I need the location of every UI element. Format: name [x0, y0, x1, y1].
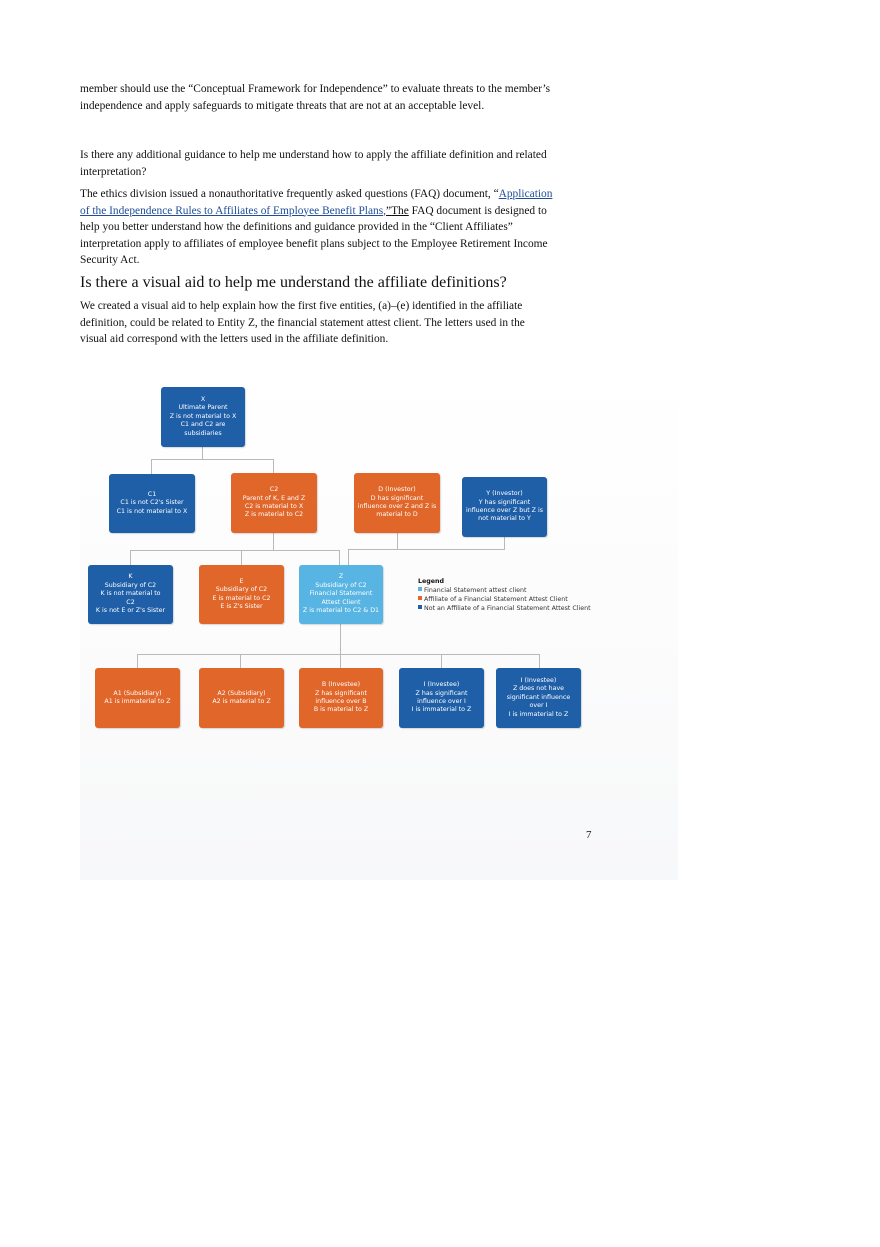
connector-line: [539, 654, 540, 668]
connector-line: [202, 447, 203, 459]
faq-description-text: FAQ document is designed to help you better understand how the definitions and guidance provided in the “Client Affiliates” interpretation apply to affiliates of employee benefit plans subject to the Employee Retirement Income Security Act.: [80, 204, 548, 266]
legend-swatch: [418, 596, 422, 600]
legend-swatch: [418, 587, 422, 591]
node-i-investee-significant: I (Investee) Z has significant influence over I I is immaterial to Z: [399, 668, 484, 728]
paragraph-visual-aid: We created a visual aid to help explain how the first five entities, (a)–(e) identified in the affiliate definition, could be related to Entity Z, the financial statement attest client. The letters used in the visual aid correspond with the letters used in the affiliate definition.: [80, 300, 525, 345]
connector-line: [441, 654, 442, 668]
connector-line: [273, 459, 274, 474]
node-c1: C1 C1 is not C2's Sister C1 is not material to X: [109, 474, 195, 533]
faq-intro-text: The ethics division issued a nonauthoritative frequently asked questions (FAQ) document,: [80, 188, 491, 200]
node-a1-subsidiary: A1 (Subsidiary) A1 is immaterial to Z: [95, 668, 180, 728]
connector-line: [348, 549, 349, 565]
node-i-investee-no-influence: I (Investee) Z does not have significant influence over I I is immaterial to Z: [496, 668, 581, 728]
paragraph-faq-document: [80, 186, 560, 269]
node-y-investor: Y (Investor) Y has significant influence over Z but Z is not material to Y: [462, 477, 547, 537]
connector-line: [397, 533, 398, 549]
node-x-ultimate-parent: X Ultimate Parent Z is not material to X C1 and C2 are subsidiaries: [161, 387, 245, 447]
legend-item-not-affiliate: Not an Affiliate of a Financial Statement Attest Client: [418, 604, 591, 613]
node-e: E Subsidiary of C2 E is material to C2 E is Z's Sister: [199, 565, 284, 624]
legend-swatch: [418, 605, 422, 609]
paragraph-conceptual-framework: member should use the “Conceptual Framework for Independence” to evaluate threats to the member’s independence and apply safeguards to mitigate threats that are not at an acceptable level.: [80, 83, 551, 112]
page-number: 7: [586, 829, 592, 841]
connector-line: [137, 654, 138, 668]
close-quote: ”: [386, 204, 392, 217]
legend-item-affiliate: Affiliate of a Financial Statement Attest Client: [418, 595, 591, 604]
node-c2: C2 Parent of K, E and Z C2 is material to X Z is material to C2: [231, 473, 317, 533]
diagram-legend: [418, 577, 591, 613]
the-word: The: [391, 204, 409, 217]
node-a2-subsidiary: A2 (Subsidiary) A2 is material to Z: [199, 668, 284, 728]
connector-line: [339, 550, 340, 565]
connector-line: [137, 654, 540, 655]
legend-title: Legend: [418, 578, 445, 585]
node-z-attest-client: Z Subsidiary of C2 Financial Statement Attest Client Z is material to C2 & D1: [299, 565, 383, 624]
connector-line: [151, 459, 274, 460]
connector-line: [130, 550, 131, 565]
faq-document-link[interactable]: Application of the Independence Rules to Affiliates of Employee Benefit Plans,: [80, 188, 553, 217]
node-k: K Subsidiary of C2 K is not material to C2 K is not E or Z's Sister: [88, 565, 173, 624]
connector-line: [340, 624, 341, 654]
connector-line: [241, 550, 242, 565]
question-additional-guidance: Is there any additional guidance to help me understand how to apply the affiliate definition and related interpretation?: [80, 149, 547, 178]
connector-line: [348, 549, 505, 550]
connector-line: [340, 654, 341, 668]
open-quote: “: [493, 188, 499, 200]
node-d-investor: D (Investor) D has significant influence over Z and Z is material to D: [354, 473, 440, 533]
connector-line: [240, 654, 241, 668]
connector-line: [504, 537, 505, 549]
connector-line: [151, 459, 152, 474]
legend-item-attest-client: Financial Statement attest client: [418, 586, 591, 595]
section-heading-visual-aid: Is there a visual aid to help me understand the affiliate definitions?: [80, 274, 507, 291]
connector-line: [130, 550, 340, 551]
connector-line: [273, 533, 274, 550]
node-b-investee: B (Investee) Z has significant influence over B B is material to Z: [299, 668, 383, 728]
